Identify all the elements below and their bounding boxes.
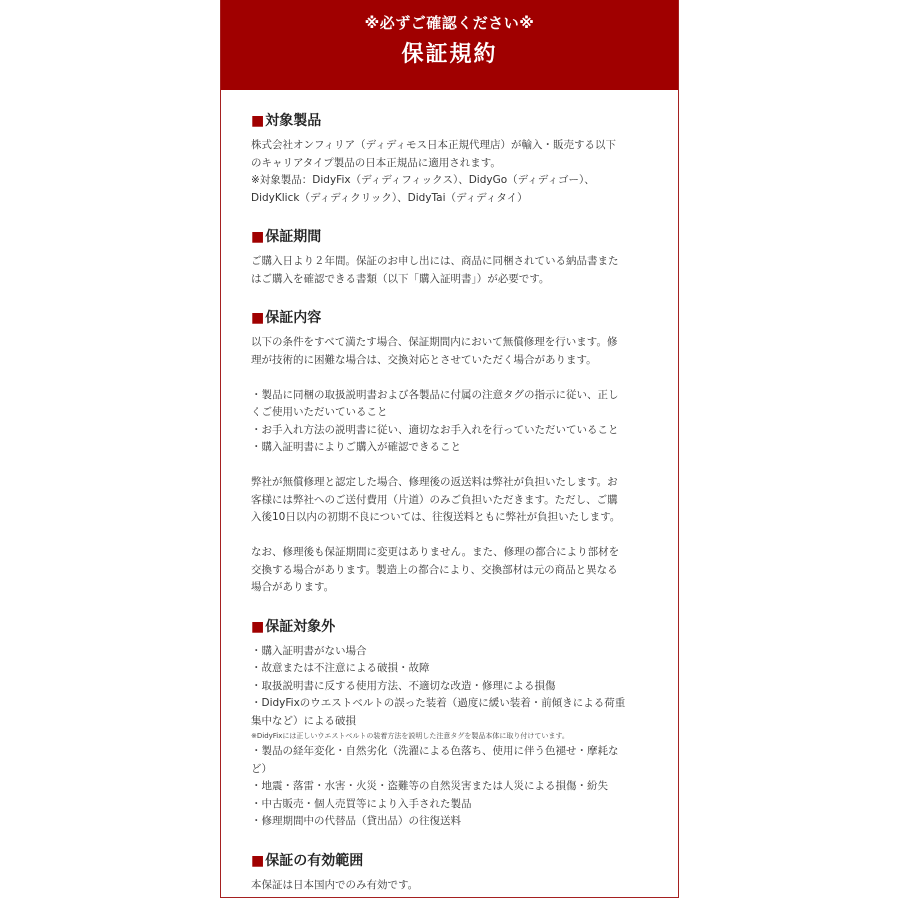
text-line: 場合があります。 [251,581,335,593]
section-heading [251,226,651,248]
section-target-products [251,110,651,207]
header-banner [221,0,678,90]
text-line: 理が技術的に困難な場合は、交換対応とさせていただく場合があります。 [251,353,597,366]
text-line: のキャリアタイプ製品の日本正規品に適用されます。 [251,156,501,169]
list-item: くご使用いただいていること [251,406,388,418]
section-heading [251,110,651,132]
heading-marker: ■ [251,310,265,326]
section-heading [251,616,651,638]
text-line: 以下の条件をすべて満たす場合、保証期間内において無償修理を行います。修 [251,336,618,348]
warranty-card [220,0,679,898]
list-item: ・製品に同梱の取扱説明書および各製品に付属の注意タグの指示に従い、正し [251,388,619,401]
list-item: ・購入証明書がない場合 [251,644,367,657]
paragraph [251,877,651,895]
text-line: 客様には弊社へのご送付費用（片道）のみご負担いただきます。ただし、ご購 [251,493,618,506]
text-line: 入後10日以内の初期不良については、往復送料ともに弊社が負担いたします。 [251,511,621,523]
list-item: ・取扱説明書に反する使用方法、不適切な改造・修理による損傷 [251,679,556,692]
heading-marker: ■ [251,852,265,869]
paragraph [251,137,651,207]
list-item: ・製品の経年変化・自然劣化（洗濯による色落ち、使用に伴う色褪せ・摩耗な [251,745,619,757]
heading-text: 保証対象外 [265,618,336,635]
text-line: はご購入を確認できる書類（以下「購入証明書」）が必要です。 [251,272,550,285]
terms-content [221,90,651,894]
section-exclusions [251,616,651,831]
text-line: ご購入日より２年間。保証のお申し出には、商品に同梱されている納品書また [251,255,619,267]
section-heading [251,307,651,329]
heading-text: 保証内容 [265,310,322,326]
list-item: ・修理期間中の代替品（貸出品）の往復送料 [251,815,461,827]
list-item: ど） [251,762,272,775]
list-item: ・地震・落雷・水害・火災・盗難等の自然災害または人災による損傷・紛失 [251,780,608,792]
page-title: 保証規約 [401,42,498,67]
heading-text: 対象製品 [265,113,322,129]
list-item: ・故意または不注意による破損・故障 [251,662,430,674]
text-line: 株式会社オンフィリア（ディディモス日本正規代理店）が輸入・販売する以下 [251,139,616,151]
paragraph [251,743,651,831]
text-line: 本保証は日本国内でのみ有効です。 [251,878,419,891]
section-warranty-period [251,226,651,288]
text-line: DidyKlick（ディディクリック）、DidyTai（ディディタイ） [251,191,528,204]
text-line: なお、修理後も保証期間に変更はありません。また、修理の都合により部材を [251,546,620,558]
list-item: ・購入証明書によりご購入が確認できること [251,441,461,453]
list-item: ・DidyFixのウエストベルトの誤った装着（過度に緩い装着・前傾きによる荷重 [251,697,626,709]
paragraph [251,253,651,288]
heading-marker: ■ [251,113,265,129]
section-scope [251,850,651,895]
section-warranty-content [251,307,651,597]
list-item: 集中など）による破損 [251,714,356,727]
list-item: ・お手入れ方法の説明書に従い、適切なお手入れを行っていただいていること [251,423,619,436]
heading-marker: ■ [251,618,265,635]
section-heading [251,850,651,872]
paragraph [251,334,651,597]
list-item: ・中古販売・個人売買等により入手された製品 [251,797,472,810]
header-subtitle: ※必ずご確認ください※ [364,14,535,32]
text-line: ※対象製品：DidyFix（ディディフィックス）、DidyGo（ディディゴー）、 [251,174,595,186]
footnote: ※DidyFixには正しいウエストベルトの装着方法を説明した注意タグを製品本体に取り付けています。 [251,732,569,740]
heading-text: 保証の有効範囲 [265,852,364,869]
text-line: 弊社が無償修理と認定した場合、修理後の返送料は弊社が負担いたします。お [251,476,618,488]
paragraph [251,643,651,731]
heading-text: 保証期間 [265,229,322,245]
text-line: 交換する場合があります。製造上の都合により、交換部材は元の商品と異なる [251,563,618,576]
heading-marker: ■ [251,229,265,245]
